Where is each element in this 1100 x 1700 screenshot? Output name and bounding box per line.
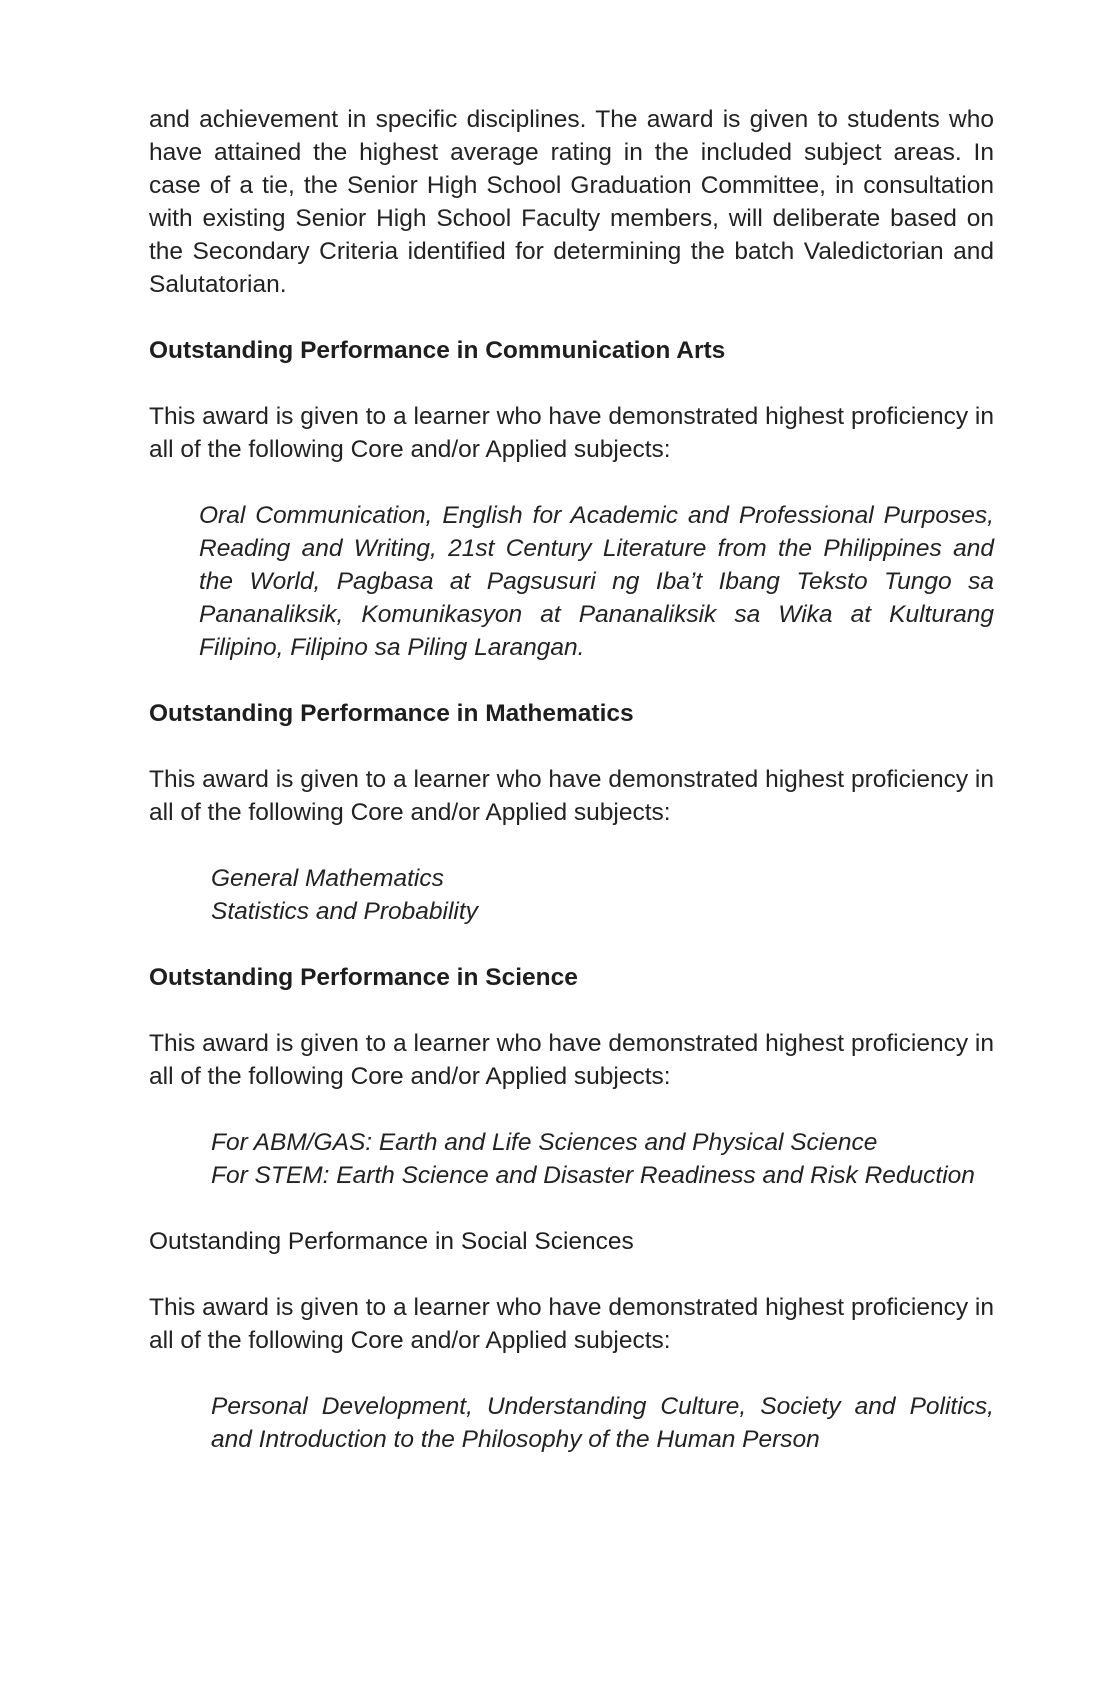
subject-item: For ABM/GAS: Earth and Life Sciences and Physical Science [211,1129,878,1156]
section-mathematics [149,697,994,928]
subject-list: Personal Development, Understanding Culture, Society and Politics, and Introduction to the Philosophy of the Human Person [211,1393,994,1453]
subject-list: Oral Communication, English for Academic and Professional Purposes, Reading and Writing, 21st Century Literature from the Philippines and the World, Pagbasa at Pagsusuri ng Iba’t Ibang Teksto Tungo sa Pananaliksik, Komunikasyon at Pananaliksik sa Wika at Kulturang Filipino, Filipino sa Piling Larangan. [199,502,994,661]
spacer [149,1357,994,1390]
spacer [149,994,994,1027]
subject-list [211,862,994,928]
section-heading: Outstanding Performance in Science [149,964,578,991]
section-description: This award is given to a learner who have demonstrated highest proficiency in all of the following Core and/or Applied subjects: [149,1030,994,1090]
section-description: This award is given to a learner who have demonstrated highest proficiency in all of the following Core and/or Applied subjects: [149,1294,994,1354]
section-description: This award is given to a learner who have demonstrated highest proficiency in all of the following Core and/or Applied subjects: [149,403,994,463]
section-heading: Outstanding Performance in Communication Arts [149,337,726,364]
spacer [149,928,994,961]
spacer [149,1192,994,1225]
spacer [149,1093,994,1126]
intro-paragraph: and achievement in specific disciplines. The award is given to students who have attained the highest average rating in the included subject areas. In case of a tie, the Senior High School Graduation Committee, in consultation with existing Senior High School Faculty members, will deliberate based on the Secondary Criteria identified for determining the batch Valedictorian and Salutatorian. [149,106,994,298]
subject-item: Statistics and Probability [211,898,478,925]
subject-list [211,1126,994,1192]
section-heading: Outstanding Performance in Mathematics [149,700,634,727]
subject-item: For STEM: Earth Science and Disaster Readiness and Risk Reduction [211,1162,975,1189]
document-page [149,103,994,1456]
spacer [149,367,994,400]
spacer [149,730,994,763]
section-science [149,961,994,1192]
spacer [149,301,994,334]
section-communication-arts [149,334,994,664]
section-heading: Outstanding Performance in Social Sciences [149,1228,634,1255]
spacer [149,664,994,697]
section-social-sciences [149,1225,994,1456]
spacer [149,829,994,862]
spacer [149,1258,994,1291]
spacer [149,466,994,499]
subject-item: General Mathematics [211,865,444,892]
section-description: This award is given to a learner who have demonstrated highest proficiency in all of the following Core and/or Applied subjects: [149,766,994,826]
